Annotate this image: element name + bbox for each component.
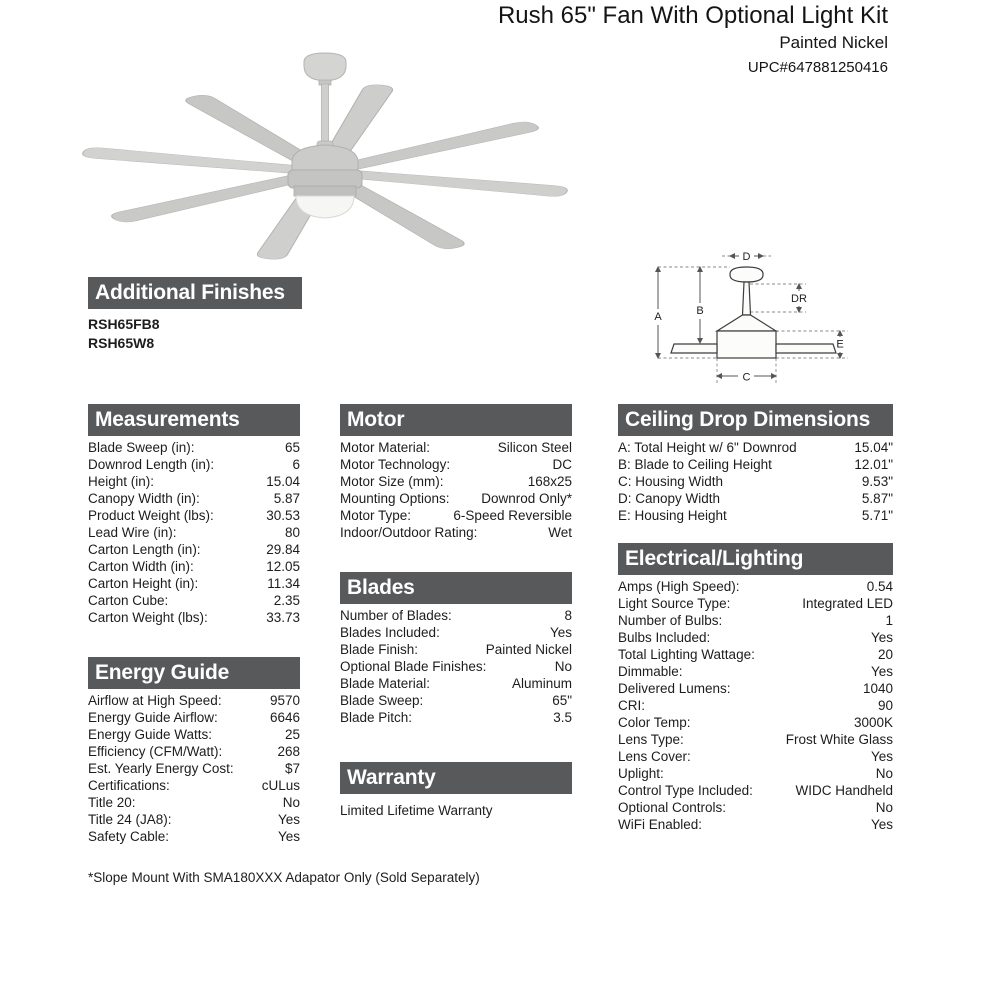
electrical-rows	[618, 578, 893, 833]
section-header-measurements: Measurements	[88, 404, 300, 436]
spec-value: cULus	[261, 778, 300, 793]
spec-label: Delivered Lumens:	[618, 681, 731, 696]
spec-row	[340, 473, 572, 490]
spec-label: Optional Blade Finishes:	[340, 659, 487, 674]
energy-guide-rows	[88, 692, 300, 845]
spec-row	[618, 578, 893, 595]
spec-value: 9.53"	[861, 474, 893, 489]
additional-finishes-list	[88, 315, 302, 353]
spec-label: Height (in):	[88, 474, 155, 489]
spec-value: 9570	[269, 693, 300, 708]
spec-label: Energy Guide Airflow:	[88, 710, 218, 725]
spec-value: 1040	[862, 681, 893, 696]
spec-value: 6646	[269, 710, 300, 725]
spec-row	[340, 490, 572, 507]
section-ceiling-drop-dimensions	[618, 404, 893, 524]
spec-value: 5.71"	[861, 508, 893, 523]
spec-value: 33.73	[266, 610, 300, 625]
spec-row	[88, 794, 300, 811]
product-finish: Painted Nickel	[779, 33, 888, 52]
spec-value: Silicon Steel	[497, 440, 572, 455]
spec-value: Yes	[870, 630, 893, 645]
spec-value: 3.5	[553, 710, 572, 725]
slope-mount-footnote: *Slope Mount With SMA180XXX Adapator Only (Sold Separately)	[88, 870, 480, 885]
spec-row	[618, 816, 893, 833]
section-electrical-lighting	[618, 543, 893, 833]
spec-value: Downrod Only*	[481, 491, 572, 506]
ceiling-drop-rows	[618, 439, 893, 524]
spec-value: 6-Speed Reversible	[453, 508, 572, 523]
spec-row	[618, 765, 893, 782]
spec-row	[88, 828, 300, 845]
spec-row	[340, 709, 572, 726]
spec-label: Certifications:	[88, 778, 170, 793]
spec-value: Painted Nickel	[485, 642, 572, 657]
diagram-label-b: B	[696, 305, 704, 317]
spec-value: 11.34	[267, 576, 300, 591]
spec-value: 1	[885, 613, 893, 628]
spec-row	[618, 439, 893, 456]
section-energy-guide	[88, 657, 300, 845]
spec-label: Title 20:	[88, 795, 136, 810]
section-measurements	[88, 404, 300, 626]
spec-label: Motor Type:	[340, 508, 412, 523]
spec-row	[618, 731, 893, 748]
section-motor	[340, 404, 572, 541]
spec-value: Yes	[870, 749, 893, 764]
spec-value: 3000K	[853, 715, 893, 730]
spec-label: WiFi Enabled:	[618, 817, 703, 832]
spec-value: $7	[284, 761, 300, 776]
spec-label: D: Canopy Width	[618, 491, 721, 506]
spec-value: 8	[564, 608, 572, 623]
spec-label: Indoor/Outdoor Rating:	[340, 525, 478, 540]
spec-value: 268	[277, 744, 300, 759]
spec-label: Product Weight (lbs):	[88, 508, 214, 523]
product-upc: UPC#647881250416	[747, 59, 888, 76]
spec-value: Aluminum	[511, 676, 572, 691]
spec-label: Efficiency (CFM/Watt):	[88, 744, 223, 759]
spec-value: 0.54	[866, 579, 893, 594]
spec-row	[340, 439, 572, 456]
spec-label: Control Type Included:	[618, 783, 753, 798]
section-warranty	[340, 762, 572, 818]
spec-row	[618, 456, 893, 473]
spec-row	[618, 680, 893, 697]
spec-label: Carton Cube:	[88, 593, 169, 608]
spec-value: No	[875, 800, 893, 815]
spec-row	[618, 507, 893, 524]
section-header-warranty: Warranty	[340, 762, 572, 794]
diagram-label-c: C	[742, 371, 751, 384]
section-blades	[340, 572, 572, 726]
spec-row	[340, 641, 572, 658]
spec-row	[618, 612, 893, 629]
spec-row	[88, 558, 300, 575]
spec-label: Carton Length (in):	[88, 542, 201, 557]
spec-row	[618, 782, 893, 799]
spec-row	[88, 456, 300, 473]
spec-value: No	[875, 766, 893, 781]
spec-label: Total Lighting Wattage:	[618, 647, 755, 662]
spec-row	[88, 490, 300, 507]
motor-rows	[340, 439, 572, 541]
spec-label: Carton Height (in):	[88, 576, 199, 591]
section-header-additional-finishes: Additional Finishes	[88, 277, 302, 309]
spec-row	[340, 507, 572, 524]
spec-row	[340, 658, 572, 675]
spec-label: Number of Bulbs:	[618, 613, 723, 628]
spec-label: Carton Weight (lbs):	[88, 610, 208, 625]
spec-value: 2.35	[273, 593, 300, 608]
spec-value: Frost White Glass	[785, 732, 893, 747]
section-additional-finishes	[88, 277, 302, 353]
fan-product-image	[70, 50, 630, 260]
spec-row	[618, 490, 893, 507]
warranty-text: Limited Lifetime Warranty	[340, 803, 493, 818]
spec-row	[88, 524, 300, 541]
spec-label: Mounting Options:	[340, 491, 450, 506]
spec-label: Lens Type:	[618, 732, 684, 747]
spec-value: 29.84	[266, 542, 300, 557]
spec-value: No	[554, 659, 572, 674]
spec-value: 65"	[552, 693, 572, 708]
spec-label: Motor Technology:	[340, 457, 451, 472]
spec-label: Airflow at High Speed:	[88, 693, 222, 708]
spec-label: Dimmable:	[618, 664, 683, 679]
finish-sku: RSH65W8	[88, 335, 155, 351]
spec-label: A: Total Height w/ 6" Downrod	[618, 440, 797, 455]
spec-value: 12.05	[266, 559, 300, 574]
spec-row	[340, 692, 572, 709]
spec-row	[88, 507, 300, 524]
spec-label: B: Blade to Ceiling Height	[618, 457, 772, 472]
blades-rows	[340, 607, 572, 726]
spec-value: DC	[552, 457, 572, 472]
spec-label: Optional Controls:	[618, 800, 727, 815]
spec-label: Downrod Length (in):	[88, 457, 215, 472]
spec-row	[618, 629, 893, 646]
spec-label: Blade Sweep:	[340, 693, 424, 708]
spec-label: Bulbs Included:	[618, 630, 711, 645]
spec-value: No	[282, 795, 300, 810]
fan-downrod	[322, 84, 329, 146]
spec-value: Yes	[549, 625, 572, 640]
spec-row	[88, 726, 300, 743]
spec-value: 15.04"	[854, 440, 893, 455]
spec-value: 20	[877, 647, 893, 662]
section-header-motor: Motor	[340, 404, 572, 436]
spec-value: 6	[292, 457, 300, 472]
spec-row	[340, 675, 572, 692]
spec-row	[88, 692, 300, 709]
spec-label: Number of Blades:	[340, 608, 452, 623]
spec-label: Amps (High Speed):	[618, 579, 740, 594]
spec-label: Safety Cable:	[88, 829, 170, 844]
spec-row	[618, 799, 893, 816]
spec-label: Title 24 (JA8):	[88, 812, 172, 827]
section-header-ceiling-drop: Ceiling Drop Dimensions	[618, 404, 893, 436]
spec-row	[88, 709, 300, 726]
spec-value: WIDC Handheld	[795, 783, 893, 798]
spec-row	[88, 575, 300, 592]
spec-label: Blade Pitch:	[340, 710, 413, 725]
spec-label: Est. Yearly Energy Cost:	[88, 761, 234, 776]
spec-value: 5.87"	[861, 491, 893, 506]
spec-label: Blade Sweep (in):	[88, 440, 195, 455]
spec-value: 168x25	[527, 474, 572, 489]
spec-row	[618, 748, 893, 765]
spec-value: 5.87	[273, 491, 300, 506]
spec-row	[88, 777, 300, 794]
fan-canopy	[304, 53, 346, 85]
spec-label: Blades Included:	[340, 625, 440, 640]
spec-value: 65	[284, 440, 300, 455]
spec-row	[88, 592, 300, 609]
spec-value: Yes	[870, 817, 893, 832]
spec-row	[88, 760, 300, 777]
spec-row	[618, 663, 893, 680]
spec-row	[618, 646, 893, 663]
spec-row	[88, 743, 300, 760]
spec-label: Lens Cover:	[618, 749, 691, 764]
diagram-label-e: E	[836, 338, 844, 351]
diagram-label-d: D	[742, 251, 751, 263]
spec-value: 90	[877, 698, 893, 713]
product-title: Rush 65" Fan With Optional Light Kit	[497, 2, 888, 29]
spec-value: 25	[284, 727, 300, 742]
spec-label: Motor Size (mm):	[340, 474, 444, 489]
spec-row	[618, 473, 893, 490]
spec-label: Uplight:	[618, 766, 664, 781]
spec-row	[88, 609, 300, 626]
spec-label: Energy Guide Watts:	[88, 727, 213, 742]
ceiling-drop-diagram	[638, 243, 918, 403]
section-header-electrical: Electrical/Lighting	[618, 543, 893, 575]
spec-row	[340, 456, 572, 473]
spec-row	[88, 473, 300, 490]
spec-row	[88, 439, 300, 456]
spec-value: Yes	[277, 829, 300, 844]
section-header-energy-guide: Energy Guide	[88, 657, 300, 689]
spec-label: Lead Wire (in):	[88, 525, 177, 540]
spec-value: 15.04	[266, 474, 300, 489]
diagram-label-a: A	[654, 311, 662, 323]
spec-row	[340, 624, 572, 641]
spec-value: Yes	[870, 664, 893, 679]
spec-row	[88, 541, 300, 558]
spec-row	[618, 595, 893, 612]
spec-row	[618, 714, 893, 731]
spec-row	[340, 607, 572, 624]
spec-value: 80	[284, 525, 300, 540]
spec-value: Integrated LED	[802, 596, 893, 611]
spec-label: Carton Width (in):	[88, 559, 194, 574]
spec-value: 12.01"	[854, 457, 893, 472]
spec-row	[618, 697, 893, 714]
spec-label: Motor Material:	[340, 440, 431, 455]
spec-row	[88, 811, 300, 828]
spec-label: Color Temp:	[618, 715, 691, 730]
spec-row	[340, 524, 572, 541]
spec-label: Canopy Width (in):	[88, 491, 200, 506]
spec-label: Blade Material:	[340, 676, 431, 691]
section-header-blades: Blades	[340, 572, 572, 604]
spec-label: Light Source Type:	[618, 596, 731, 611]
spec-label: Blade Finish:	[340, 642, 419, 657]
spec-value: 30.53	[266, 508, 300, 523]
spec-value: Wet	[548, 525, 572, 540]
finish-sku: RSH65FB8	[88, 316, 160, 332]
spec-label: E: Housing Height	[618, 508, 727, 523]
spec-label: C: Housing Width	[618, 474, 724, 489]
spec-label: CRI:	[618, 698, 645, 713]
measurements-rows	[88, 439, 300, 626]
spec-value: Yes	[277, 812, 300, 827]
diagram-label-dr: DR	[791, 293, 807, 305]
